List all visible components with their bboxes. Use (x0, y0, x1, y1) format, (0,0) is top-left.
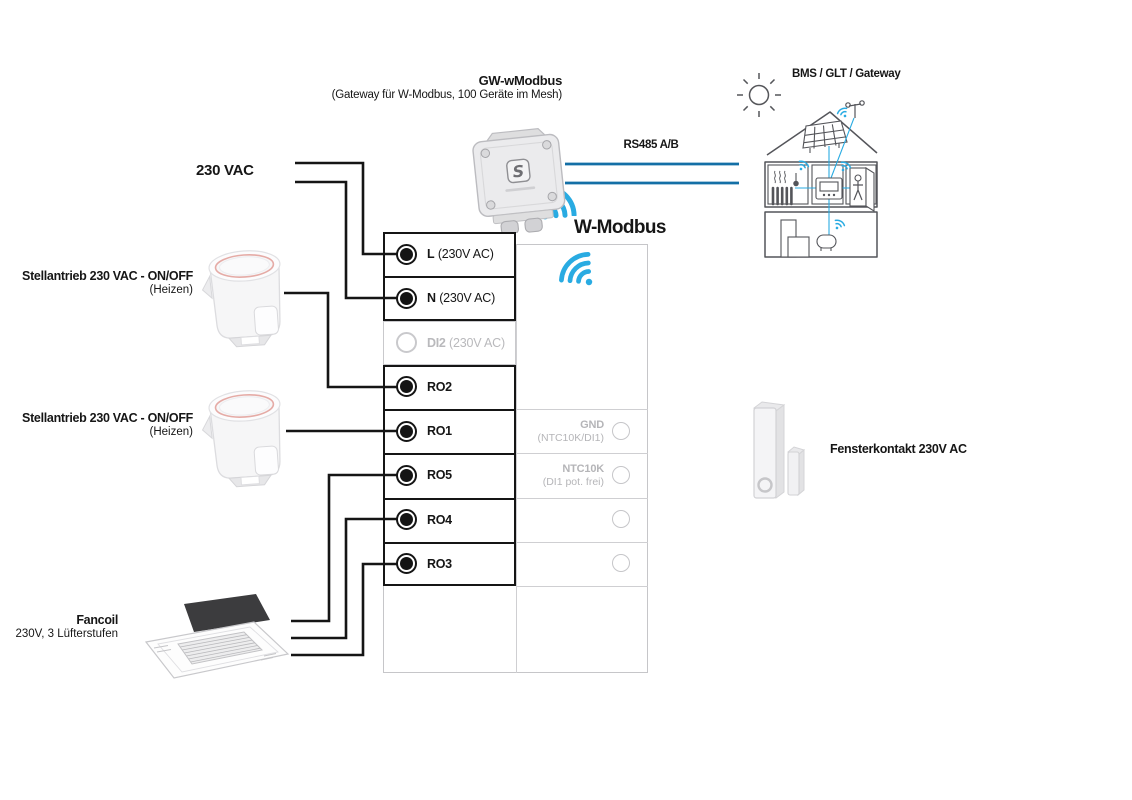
weather-station (846, 101, 864, 118)
terminal-contact-input (612, 554, 630, 572)
terminal-contact-input (612, 466, 630, 484)
terminal-row-RO3: RO3 (383, 542, 516, 586)
terminal-contact (396, 288, 417, 309)
terminal-contact (396, 465, 417, 486)
gateway-subtitle: (Gateway für W-Modbus, 100 Geräte im Mesh) (331, 89, 562, 101)
actuator2-label: Stellantrieb 230 VAC - ON/OFF (Heizen) (22, 411, 193, 438)
terminal-contact-input (612, 510, 630, 528)
voltage-label: 230 VAC (196, 162, 254, 179)
actuator1-device (200, 240, 295, 352)
terminal-row-RO1: RO1 (383, 409, 516, 453)
rs485-bus-lines (565, 164, 739, 183)
terminal-contact (396, 421, 417, 442)
terminal-contact-input (612, 422, 630, 440)
actuator1-label: Stellantrieb 230 VAC - ON/OFF (Heizen) (22, 269, 193, 296)
bms-building (715, 62, 895, 267)
fancoil-device (138, 590, 298, 690)
terminal-block (383, 232, 648, 673)
terminal-row-DI2: DI2 (230V AC) (383, 321, 516, 365)
gateway-logo: S (511, 161, 526, 182)
terminal-row-RO5: RO5 (383, 453, 516, 497)
sun-icon (737, 73, 781, 117)
terminal-row-L: L (230V AC) (383, 232, 516, 276)
bms-label: BMS / GLT / Gateway (792, 68, 901, 80)
terminal-contact (396, 553, 417, 574)
terminal-contact-unused (396, 332, 417, 353)
terminal-contact (396, 509, 417, 530)
terminal-contact (396, 376, 417, 397)
terminal-row-GND: GND (NTC10K/DI1) (516, 409, 648, 453)
thermostat-icon (816, 178, 842, 199)
wmodbus-label: W-Modbus (570, 216, 670, 240)
door-person-icon (850, 168, 874, 211)
terminal-contact (396, 244, 417, 265)
window-contact-sensor (754, 408, 776, 498)
fancoil-label: Fancoil 230V, 3 Lüfterstufen (15, 613, 118, 640)
wifi-icon-mast (837, 107, 851, 120)
gateway-header (300, 74, 562, 102)
terminal-row-spare-2 (516, 542, 648, 586)
solar-panel (803, 121, 847, 153)
terminal-row-RO4: RO4 (383, 498, 516, 542)
terminal-row-spare-1 (516, 498, 648, 542)
window-contact-magnet (788, 452, 799, 495)
gateway-device (462, 118, 577, 233)
gateway-title: GW-wModbus (478, 73, 562, 88)
terminal-row-N: N (230V AC) (383, 276, 516, 320)
actuator2-device (200, 380, 295, 492)
terminal-row-NTC10K: NTC10K (DI1 pot. frei) (516, 453, 648, 497)
window-contact-label: Fensterkontakt 230V AC (830, 442, 967, 456)
rs485-label: RS485 A/B (623, 139, 679, 151)
terminal-row-RO2: RO2 (383, 365, 516, 409)
window-contact-device (746, 400, 816, 510)
